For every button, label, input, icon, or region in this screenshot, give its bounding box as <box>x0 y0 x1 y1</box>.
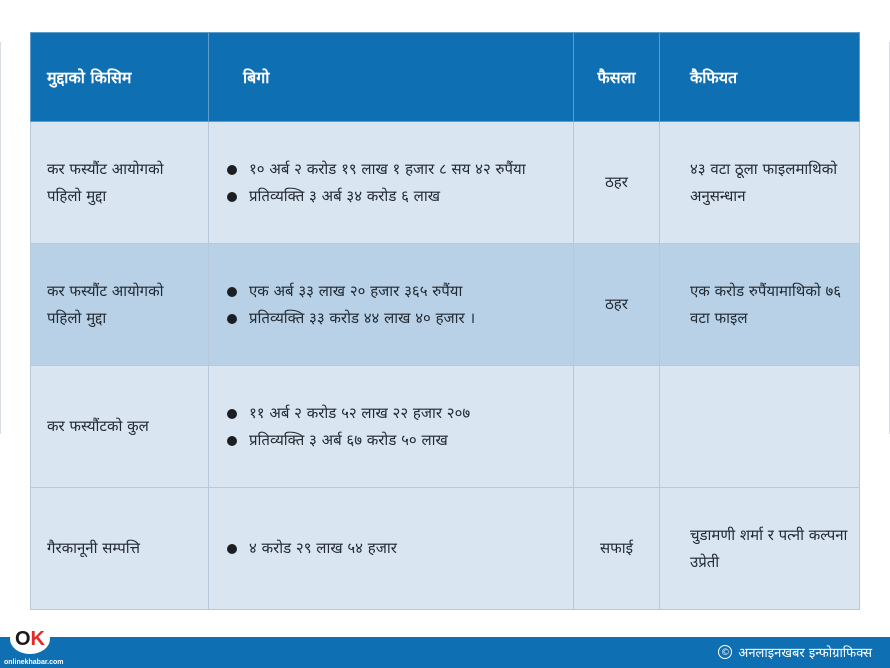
bullet-icon <box>227 287 237 297</box>
bigo-text: प्रतिव्यक्ति ३ अर्ब ३४ करोड ६ लाख <box>249 186 440 205</box>
footer-bar <box>0 637 890 668</box>
table-row <box>31 366 860 488</box>
cell-remarks: एक करोड रुपैंयामाथिको ७६ वटा फाइल <box>660 244 860 366</box>
bigo-list <box>225 535 561 562</box>
bullet-icon <box>227 165 237 175</box>
case-table-container <box>30 32 859 610</box>
cell-bigo <box>209 244 574 366</box>
bullet-icon <box>227 192 237 202</box>
cell-remarks: चुडामणी शर्मा र पत्नी कल्पना उप्रेती <box>660 488 860 610</box>
cell-case-type: कर फस्यौंटको कुल <box>31 366 209 488</box>
copyright-icon: © <box>718 645 732 659</box>
header-remarks: कैफियत <box>660 33 860 122</box>
logo-mark-o: O <box>14 627 31 650</box>
bigo-item <box>227 427 561 454</box>
cell-case-type: गैरकानूनी सम्पत्ति <box>31 488 209 610</box>
table-header-row <box>31 33 860 122</box>
bigo-item <box>227 400 561 427</box>
credit-text: अनलाइनखबर इन्फोग्राफिक्स <box>738 646 872 661</box>
bigo-text: प्रतिव्यक्ति ३३ करोड ४४ लाख ४० हजार । <box>249 308 476 327</box>
bigo-text: प्रतिव्यक्ति ३ अर्ब ६७ करोड ५० लाख <box>249 430 448 449</box>
bigo-list <box>225 278 561 332</box>
bigo-item <box>227 156 561 183</box>
cell-remarks: ४३ वटा ठूला फाइलमाथिको अनुसन्धान <box>660 122 860 244</box>
cell-case-type: कर फस्यौंट आयोगको पहिलो मुद्दा <box>31 122 209 244</box>
bigo-item <box>227 535 561 562</box>
cell-bigo <box>209 122 574 244</box>
case-table <box>30 32 860 610</box>
bigo-text: ११ अर्ब २ करोड ५२ लाख २२ हजार २०७ <box>249 403 471 422</box>
bigo-list <box>225 400 561 454</box>
header-case-type: मुद्दाको किसिम <box>31 33 209 122</box>
cell-verdict: सफाई <box>574 488 660 610</box>
header-bigo: बिगो <box>209 33 574 122</box>
frame-border-left <box>0 42 1 434</box>
logo-mark-k: K <box>30 627 45 650</box>
cell-bigo <box>209 366 574 488</box>
bullet-icon <box>227 314 237 324</box>
cell-remarks <box>660 366 860 488</box>
cell-verdict <box>574 366 660 488</box>
bigo-item <box>227 183 561 210</box>
bullet-icon <box>227 409 237 419</box>
footer-credit <box>718 643 872 661</box>
table-row <box>31 244 860 366</box>
cell-case-type: कर फस्यौंट आयोगको पहिलो मुद्दा <box>31 244 209 366</box>
onlinekhabar-logo <box>4 624 64 666</box>
bigo-text: ४ करोड २९ लाख ५४ हजार <box>249 539 397 557</box>
logo-text: onlinekhabar.com <box>4 659 64 666</box>
cell-verdict: ठहर <box>574 244 660 366</box>
table-row <box>31 488 860 610</box>
bigo-list <box>225 156 561 210</box>
bigo-item <box>227 278 561 305</box>
bullet-icon <box>227 544 237 554</box>
cell-verdict: ठहर <box>574 122 660 244</box>
bigo-text: १० अर्ब २ करोड १९ लाख १ हजार ८ सय ४२ रुपैंया <box>249 159 526 178</box>
bullet-icon <box>227 436 237 446</box>
bigo-text: एक अर्ब ३३ लाख २० हजार ३६५ रुपैंया <box>249 281 463 300</box>
table-row <box>31 122 860 244</box>
logo-badge <box>10 624 50 654</box>
header-verdict: फैसला <box>574 33 660 122</box>
cell-bigo <box>209 488 574 610</box>
bigo-item <box>227 305 561 332</box>
